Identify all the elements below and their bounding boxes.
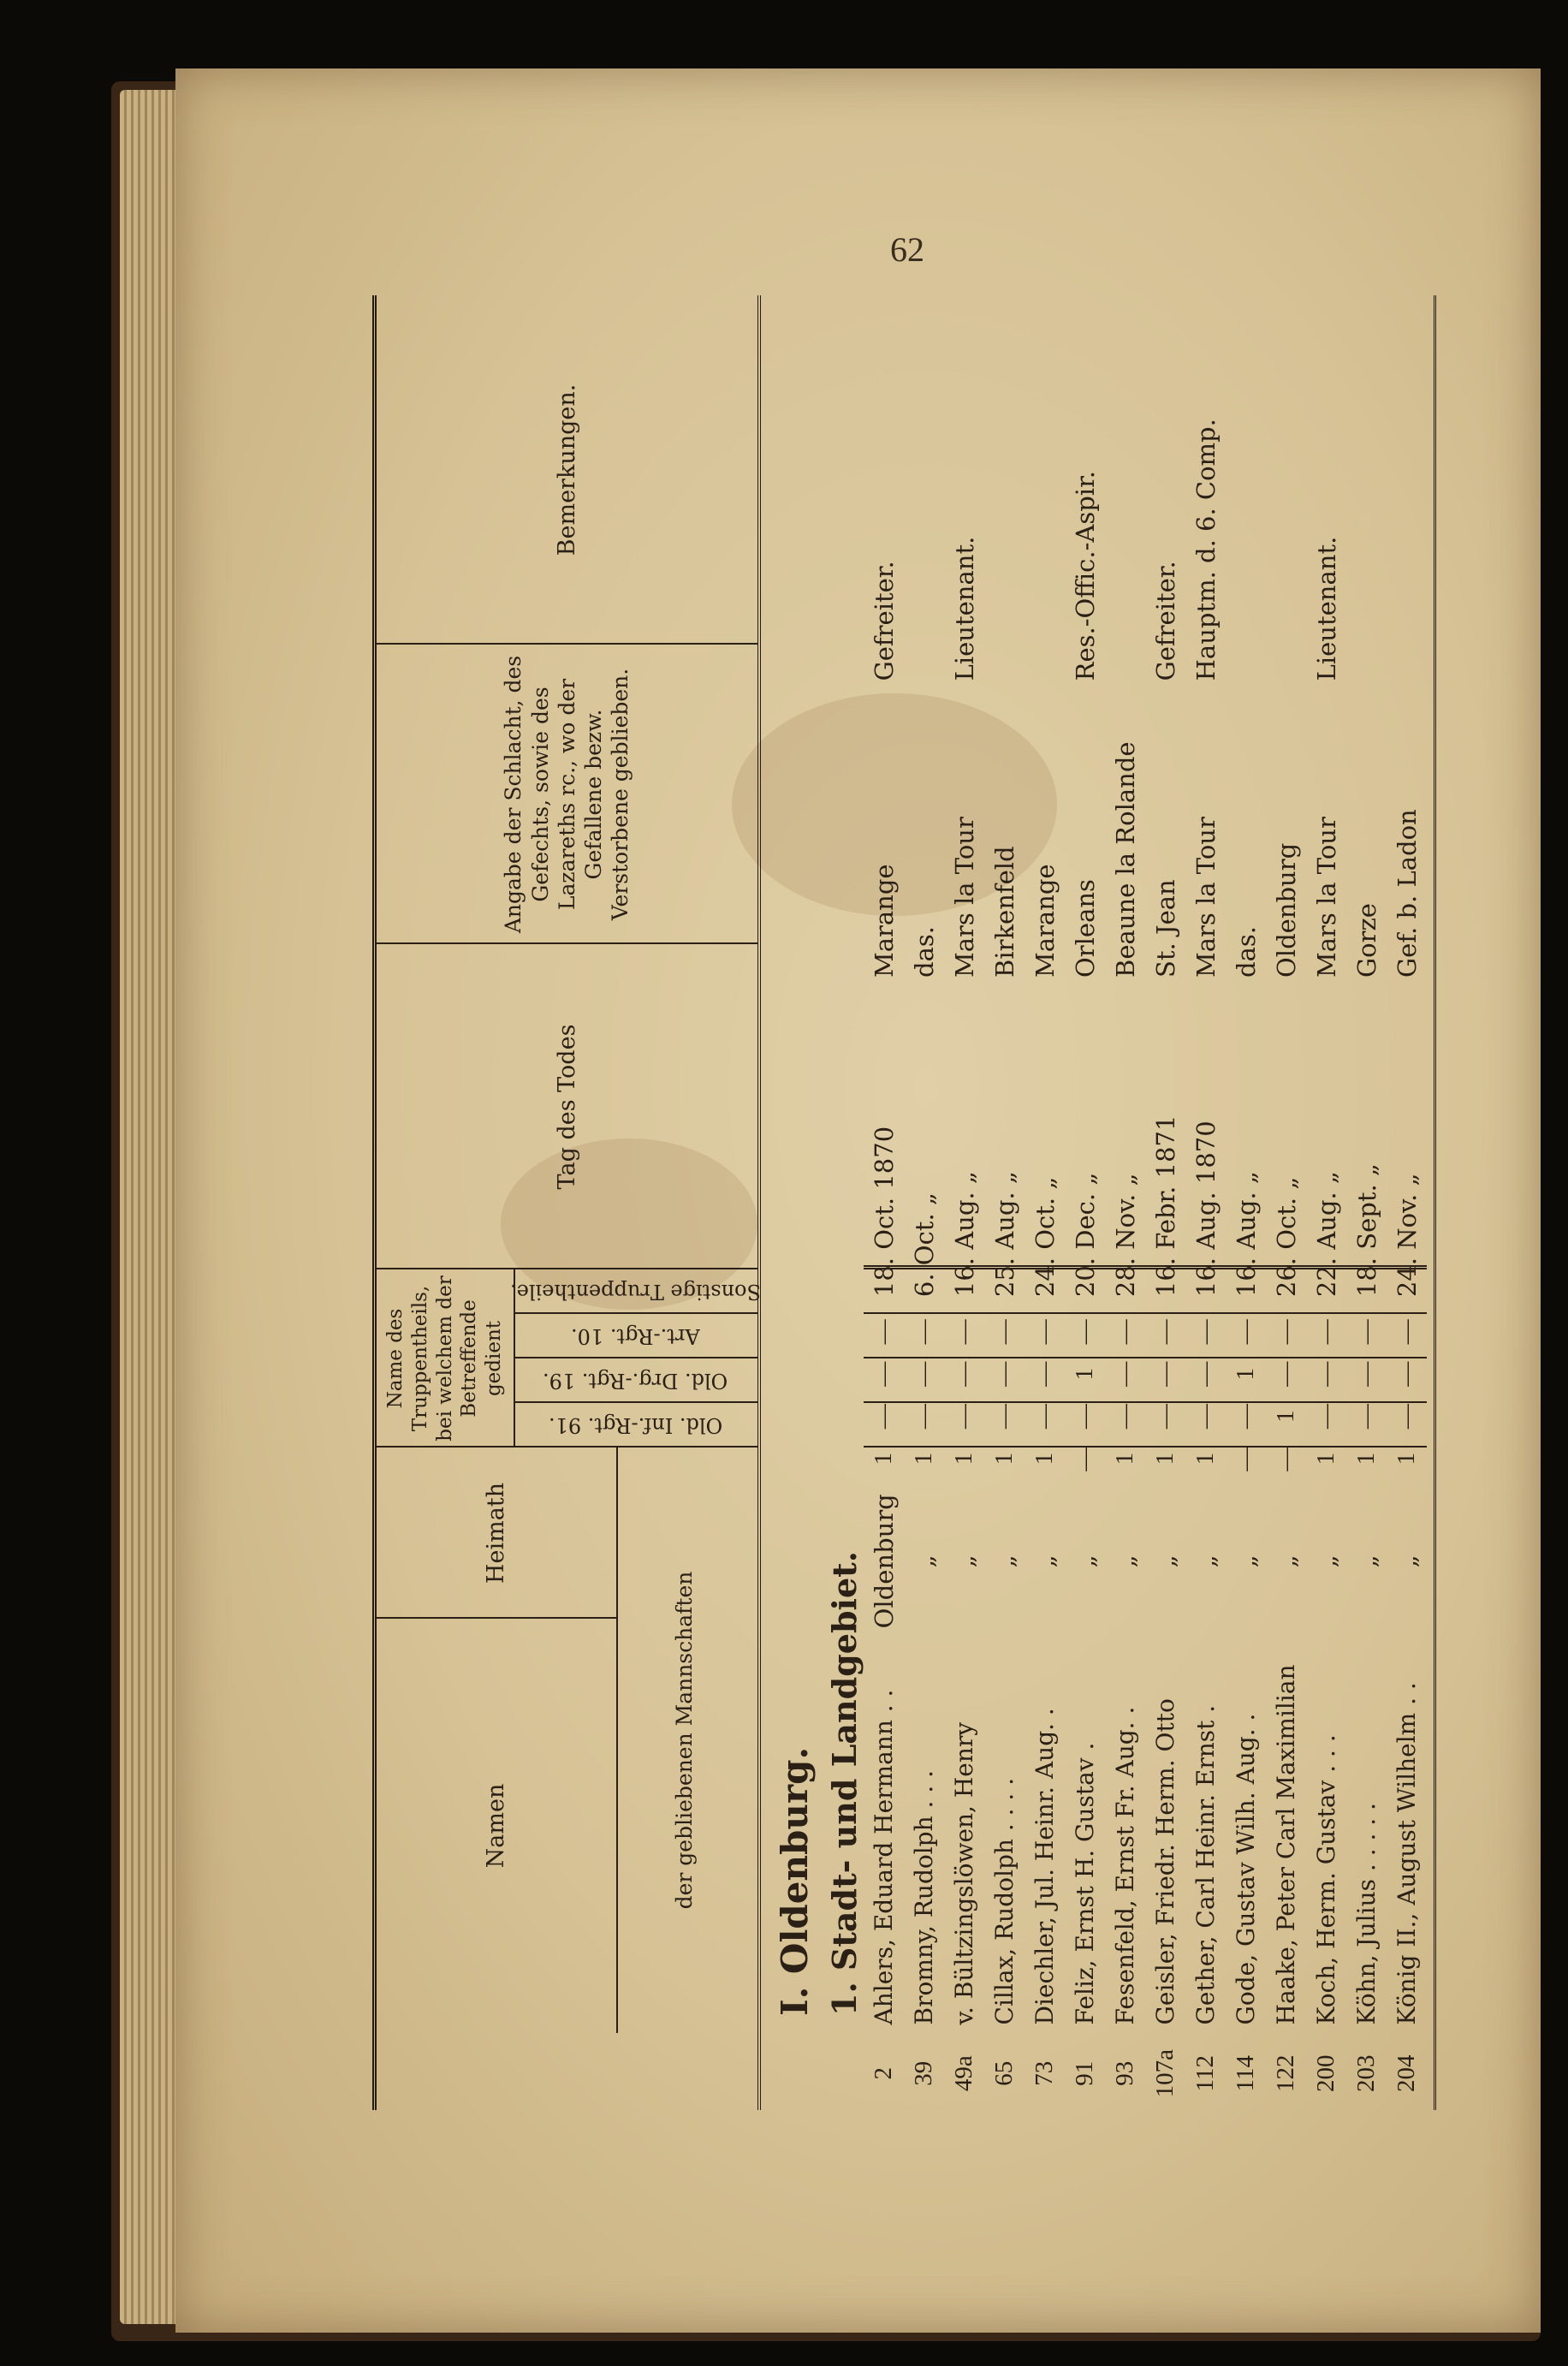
row-unit-drg: — — [1191, 1404, 1219, 1430]
header-date: Tag des Todes — [553, 1024, 580, 1190]
row-unit-drg: — — [1151, 1404, 1179, 1430]
row-unit-inf: 1 — [990, 1452, 1018, 1465]
row-unit-other: — — [1071, 1319, 1098, 1345]
row-home: „ — [949, 1555, 979, 1568]
row-unit-other: — — [870, 1319, 897, 1345]
row-unit-art: — — [1272, 1361, 1299, 1387]
row-date: 16. Aug. „ — [1231, 1171, 1261, 1298]
row-place: Orleans — [1070, 879, 1100, 978]
row-unit-inf: 1 — [1111, 1452, 1138, 1465]
row-place: Gef. b. Ladon — [1392, 809, 1422, 978]
row-name: Cillax, Rudolph . . . . — [990, 1777, 1019, 2025]
header-home: Heimath — [483, 1482, 510, 1584]
row-unit-drg: — — [950, 1404, 977, 1430]
row-unit-art: — — [950, 1361, 977, 1387]
row-name: Gode, Gustav Wilh. Aug. . — [1232, 1713, 1260, 2025]
row-place: Mars la Tour — [1191, 817, 1221, 978]
row-home: „ — [909, 1555, 939, 1568]
header-unit-other: Sonstige Truppentheile. — [510, 1280, 761, 1304]
row-home: „ — [1030, 1555, 1060, 1568]
row-unit-other: — — [1312, 1319, 1339, 1345]
row-home: „ — [1150, 1555, 1180, 1568]
table-row — [984, 295, 1025, 2110]
row-unit-art: — — [870, 1361, 897, 1387]
row-home: Oldenburg — [869, 1494, 899, 1629]
table-row — [1185, 295, 1226, 2110]
row-date: 16. Febr. 1871 — [1150, 1115, 1180, 1298]
row-unit-other: — — [910, 1319, 937, 1345]
row-place: Gorze — [1351, 903, 1381, 978]
row-unit-art: 1 — [1071, 1367, 1098, 1381]
row-number: 107a — [1151, 2049, 1179, 2098]
row-remark: Lieutenant. — [1311, 536, 1341, 681]
row-unit-drg: — — [1352, 1404, 1380, 1430]
row-home: „ — [989, 1555, 1019, 1568]
row-number: 65 — [990, 2060, 1018, 2086]
table-row — [1226, 295, 1266, 2110]
row-place: Mars la Tour — [1311, 817, 1341, 978]
row-unit-other: — — [1272, 1319, 1299, 1345]
table-row — [864, 295, 904, 2110]
row-unit-drg: — — [1393, 1404, 1420, 1430]
row-unit-inf: 1 — [1030, 1452, 1058, 1465]
row-home: „ — [1110, 1555, 1140, 1568]
row-unit-art: 1 — [1232, 1367, 1259, 1381]
row-number: 49a — [950, 2055, 977, 2092]
table-row — [944, 295, 984, 2110]
row-remark: Res.-Offic.-Aspir. — [1070, 471, 1100, 681]
table-row — [1306, 295, 1346, 2110]
row-date: 24. Nov. „ — [1392, 1173, 1422, 1298]
row-unit-art: — — [1393, 1361, 1420, 1387]
row-unit-inf: 1 — [870, 1452, 897, 1465]
row-unit-art: — — [1352, 1361, 1380, 1387]
row-unit-drg: — — [1030, 1404, 1058, 1430]
header-unit-inf: Old. Inf.-Rgt. 91. — [548, 1413, 723, 1437]
row-name: Haake, Peter Carl Maximilian — [1272, 1664, 1300, 2025]
row-unit-other: — — [950, 1319, 977, 1345]
row-name: Feliz, Ernst H. Gustav . — [1071, 1742, 1099, 2025]
row-place: St. Jean — [1150, 879, 1180, 978]
row-unit-drg: 1 — [1272, 1410, 1299, 1423]
row-unit-other: — — [1191, 1319, 1219, 1345]
row-name: Koch, Herm. Gustav . . . — [1312, 1734, 1340, 2025]
row-unit-inf: — — [1272, 1446, 1299, 1471]
header-names: Namen — [483, 1783, 510, 1869]
row-number: 2 — [870, 2066, 897, 2080]
row-place: Mars la Tour — [949, 817, 979, 978]
row-name: Geisler, Friedr. Herm. Otto — [1151, 1698, 1179, 2025]
section-heading — [761, 295, 864, 2110]
row-unit-inf: 1 — [1191, 1452, 1219, 1465]
row-unit-drg: — — [910, 1404, 937, 1430]
row-number: 73 — [1030, 2060, 1058, 2086]
row-number: 203 — [1352, 2054, 1380, 2092]
row-date: 16. Aug. „ — [949, 1171, 979, 1298]
row-number: 93 — [1111, 2060, 1138, 2086]
row-place: Oldenburg — [1271, 842, 1301, 978]
row-place: Birkenfeld — [989, 846, 1019, 978]
row-unit-art: — — [1312, 1361, 1339, 1387]
row-date: 24. Oct. „ — [1030, 1176, 1060, 1298]
row-unit-drg: — — [1312, 1404, 1339, 1430]
header-unit-art: Art.-Rgt. 10. — [571, 1324, 700, 1348]
header-unit-drg: Old. Drg.-Rgt. 19. — [543, 1369, 728, 1393]
table-row — [904, 295, 944, 2110]
table-row — [1387, 295, 1427, 2110]
table-row — [1346, 295, 1387, 2110]
table-header — [372, 295, 761, 2110]
row-unit-inf: 1 — [1393, 1452, 1420, 1465]
row-remark: Gefreiter. — [1150, 561, 1180, 681]
row-unit-drg: — — [1071, 1404, 1098, 1430]
row-name: Diechler, Jul. Heinr. Aug. . — [1030, 1708, 1059, 2025]
row-unit-drg: — — [870, 1404, 897, 1430]
header-unit: Name des Truppentheils, bei welchem der Betreffende gedient — [384, 1275, 506, 1442]
row-date: 6. Oct. „ — [909, 1192, 939, 1298]
row-number: 200 — [1312, 2054, 1339, 2092]
row-date: 25. Aug. „ — [989, 1171, 1019, 1298]
row-number: 122 — [1272, 2054, 1299, 2092]
row-unit-art: — — [990, 1361, 1018, 1387]
row-unit-art: — — [1151, 1361, 1179, 1387]
row-unit-inf: 1 — [1151, 1452, 1179, 1465]
row-unit-other: — — [1232, 1319, 1259, 1345]
header-names-sub: der gebliebenen Mannschaften — [672, 1571, 698, 1910]
row-place: Beaune la Rolande — [1110, 741, 1140, 978]
row-date: 18. Oct. 1870 — [869, 1126, 899, 1298]
table-row — [1266, 295, 1306, 2110]
row-unit-drg: — — [990, 1404, 1018, 1430]
subsection-title: 1. Stadt- und Landgebiet. — [825, 1551, 864, 2016]
row-date: 20. Dec. „ — [1070, 1172, 1100, 1298]
row-unit-drg: — — [1111, 1404, 1138, 1430]
row-home: „ — [1351, 1555, 1381, 1568]
row-unit-art: — — [1191, 1361, 1219, 1387]
section-title: I. Oldenburg. — [774, 1746, 816, 2016]
row-home: „ — [1231, 1555, 1261, 1568]
row-name: Ahlers, Eduard Hermann . . — [870, 1689, 898, 2025]
row-name: Gether, Carl Heinr. Ernst . — [1191, 1704, 1220, 2025]
row-unit-inf: — — [1232, 1446, 1259, 1471]
row-remark: Gefreiter. — [869, 561, 899, 681]
row-number: 112 — [1191, 2055, 1219, 2092]
row-unit-other: — — [1030, 1319, 1058, 1345]
row-remark: Hauptm. d. 6. Comp. — [1191, 419, 1221, 681]
row-date: 28. Nov. „ — [1110, 1173, 1140, 1298]
page-number: 62 — [890, 230, 924, 269]
row-place: Marange — [1030, 864, 1060, 978]
row-unit-other: — — [1393, 1319, 1420, 1345]
table-bottom-rule — [1434, 295, 1436, 2110]
row-date: 22. Aug. „ — [1311, 1171, 1341, 1298]
row-name: v. Bültzingslöwen, Henry — [950, 1721, 978, 2025]
row-name: König II., August Wilhelm . . — [1393, 1682, 1421, 2025]
row-unit-other: — — [1111, 1319, 1138, 1345]
row-number: 39 — [910, 2060, 937, 2086]
row-unit-art: — — [910, 1361, 937, 1387]
row-unit-inf: 1 — [910, 1452, 937, 1465]
row-number: 114 — [1232, 2055, 1259, 2092]
row-unit-inf: 1 — [1312, 1452, 1339, 1465]
row-unit-art: — — [1030, 1361, 1058, 1387]
row-unit-inf: 1 — [950, 1452, 977, 1465]
row-number: 204 — [1393, 2054, 1420, 2092]
row-unit-inf: 1 — [1352, 1452, 1380, 1465]
row-date: 18. Sept. „ — [1351, 1163, 1381, 1298]
row-place: das. — [1231, 926, 1261, 978]
row-home: „ — [1070, 1555, 1100, 1568]
row-home: „ — [1392, 1555, 1422, 1568]
row-unit-art: — — [1111, 1361, 1138, 1387]
row-unit-other: — — [1352, 1319, 1380, 1345]
row-unit-other: — — [1151, 1319, 1179, 1345]
row-name: Bromny, Rudolph . . . — [910, 1769, 938, 2025]
row-remark: Lieutenant. — [949, 536, 979, 681]
row-unit-drg: — — [1232, 1404, 1259, 1430]
row-name: Köhn, Julius . . . . . — [1352, 1803, 1381, 2025]
casualty-table — [372, 295, 1436, 2110]
row-home: „ — [1311, 1555, 1341, 1568]
row-home: „ — [1271, 1555, 1301, 1568]
row-unit-inf: — — [1071, 1446, 1098, 1471]
row-unit-other: — — [990, 1319, 1018, 1345]
rotated-register — [372, 295, 1422, 2110]
table-body — [864, 295, 1427, 2110]
row-place: das. — [909, 926, 939, 978]
row-home: „ — [1191, 1555, 1221, 1568]
header-place: Angabe der Schlacht, des Gefechts, sowie des Lazareths rc., wo der Gefallene bezw. Verstorbene geblieben. — [501, 655, 633, 934]
header-remarks: Bemerkungen. — [553, 383, 580, 556]
table-row — [1145, 295, 1185, 2110]
row-date: 26. Oct. „ — [1271, 1176, 1301, 1298]
row-number: 91 — [1071, 2060, 1098, 2086]
row-place: Marange — [869, 864, 899, 978]
table-row — [1025, 295, 1065, 2110]
row-name: Fesenfeld, Ernst Fr. Aug. . — [1111, 1706, 1139, 2025]
row-date: 16. Aug. 1870 — [1191, 1121, 1221, 1298]
table-row — [1105, 295, 1145, 2110]
table-row — [1065, 295, 1105, 2110]
